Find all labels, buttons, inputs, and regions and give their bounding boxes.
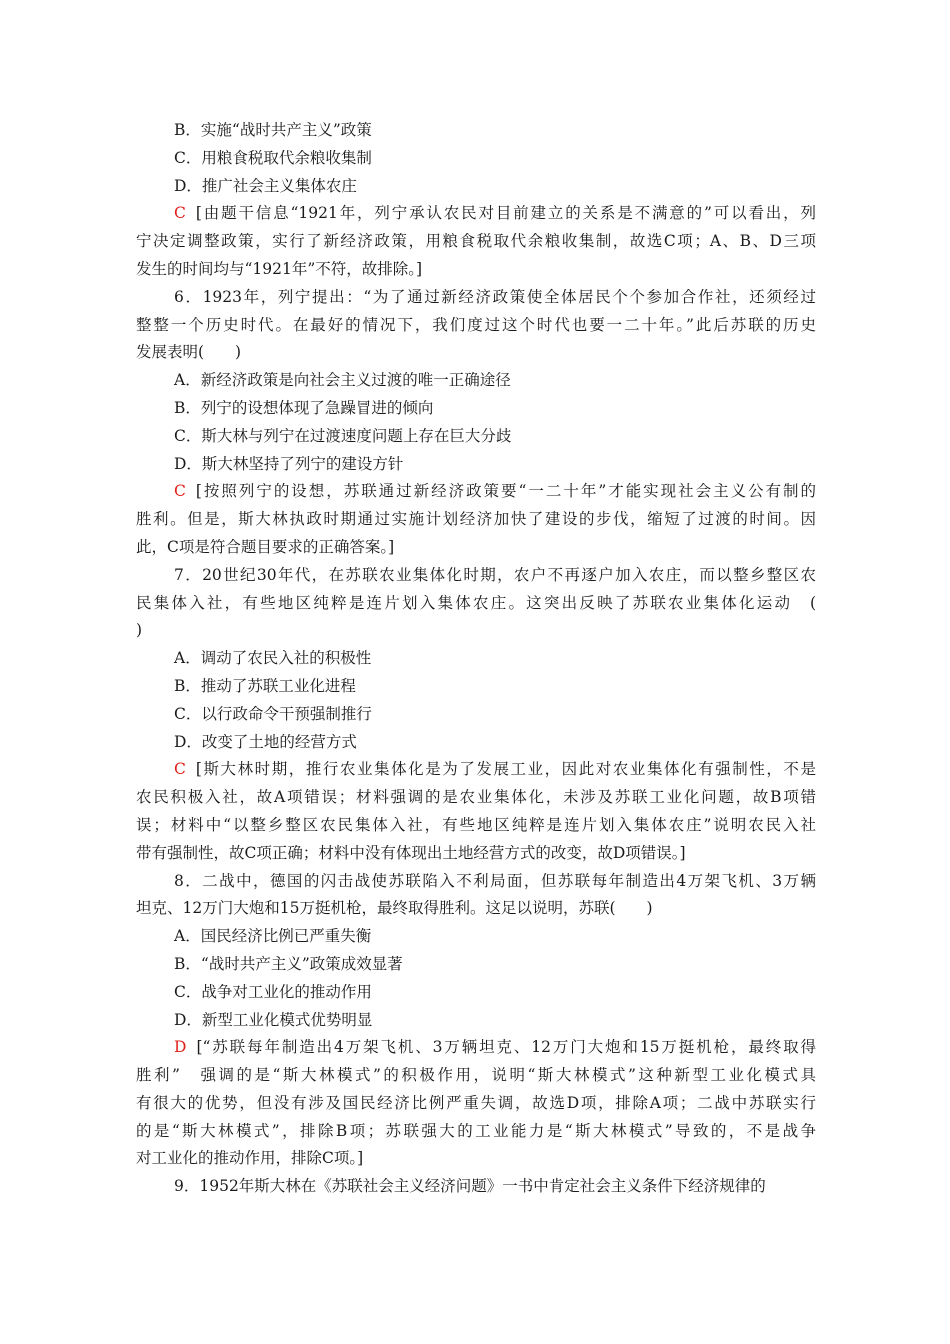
answer-key-letter: C — [174, 204, 186, 223]
answer-option: D．推广社会主义集体农庄 — [174, 176, 357, 195]
text-run: 此，C项是符合题目要求的正确答案。] — [136, 537, 395, 556]
answer-option: D．斯大林坚持了列宁的建设方针 — [174, 454, 404, 473]
explanation-text-line — [136, 812, 816, 840]
explanation-text-line — [136, 534, 816, 562]
explanation-text-line — [136, 200, 816, 228]
text-run: 农民积极入社，故A项错误；材料强调的是农业集体化，未涉及苏联工业化问题，故B项错 — [136, 788, 816, 807]
explanation-text-line — [136, 506, 816, 534]
text-run: [“苏联每年制造出4万架飞机、3万辆坦克、12万门大炮和15万挺机枪，最终取得 — [196, 1038, 816, 1057]
answer-option: D．改变了土地的经营方式 — [174, 732, 357, 751]
explanation-text-line — [136, 784, 816, 812]
answer-option: C．战争对工业化的推动作用 — [174, 982, 372, 1001]
answer-option: B．实施“战时共产主义”政策 — [174, 121, 372, 139]
explanation-text-line — [136, 228, 816, 256]
text-run: ) — [136, 621, 143, 640]
explanation-text-line — [136, 256, 816, 284]
text-run: 的是“斯大林模式”，排除B项；苏联强大的工业能力是“斯大林模式”导致的，不是战争 — [136, 1121, 816, 1140]
text-run: 发生的时间均与“1921年”不符，故排除。] — [136, 259, 423, 278]
text-run: 8．二战中，德国的闪击战使苏联陷入不利局面，但苏联每年制造出4万架飞机、3万辆 — [174, 871, 816, 890]
text-run: [按照列宁的设想，苏联通过新经济政策要“一二十年”才能实现社会主义公有制的 — [195, 482, 816, 501]
question-text-line — [136, 562, 816, 590]
explanation-text-line — [136, 1034, 816, 1062]
explanation-text-line — [136, 1062, 816, 1090]
answer-key-letter: C — [174, 482, 186, 501]
question-text-line — [136, 1173, 816, 1201]
text-run: 有很大的优势，但没有涉及国民经济比例严重失调，故选D项，排除A项；二战中苏联实行 — [136, 1093, 816, 1112]
answer-option: A．国民经济比例已严重失衡 — [174, 927, 372, 946]
question-text-line — [136, 590, 816, 618]
document-body — [136, 117, 816, 1201]
explanation-text-line — [136, 840, 816, 868]
question-text-line — [136, 284, 816, 312]
text-run: 9．1952年斯大林在《苏联社会主义经济问题》一书中肯定社会主义条件下经济规律的 — [174, 1177, 766, 1196]
explanation-text-line — [136, 478, 816, 506]
text-run: 对工业化的推动作用，排除C项。] — [136, 1149, 364, 1168]
answer-key-letter: C — [174, 760, 186, 779]
text-run: [由题干信息“1921年，列宁承认农民对目前建立的关系是不满意的”可以看出，列 — [195, 204, 816, 223]
answer-option: A．调动了农民入社的积极性 — [174, 649, 372, 668]
text-run: 6．1923年，列宁提出：“为了通过新经济政策使全体居民个个参加合作社，还须经过 — [174, 287, 816, 306]
answer-option: B．列宁的设想体现了急躁冒进的倾向 — [174, 398, 434, 417]
answer-option: C．用粮食税取代余粮收集制 — [174, 148, 372, 167]
answer-option: C．以行政命令干预强制推行 — [174, 704, 372, 723]
answer-option: D．新型工业化模式优势明显 — [174, 1010, 373, 1029]
answer-option: C．斯大林与列宁在过渡速度问题上存在巨大分歧 — [174, 426, 512, 445]
text-run: 胜利” 强调的是“斯大林模式”的积极作用，说明“斯大林模式”这种新型工业化模式具 — [136, 1066, 816, 1085]
question-text-line — [136, 617, 816, 645]
answer-option: B．推动了苏联工业化进程 — [174, 676, 356, 695]
question-text-line — [136, 895, 816, 923]
explanation-text-line — [136, 1145, 816, 1173]
answer-key-letter: D — [174, 1038, 187, 1057]
answer-option: A．新经济政策是向社会主义过渡的唯一正确途径 — [174, 371, 511, 390]
question-text-line — [136, 868, 816, 896]
question-text-line — [136, 339, 816, 367]
answer-option: B．“战时共产主义”政策成效显著 — [174, 954, 403, 973]
text-run: 宁决定调整政策，实行了新经济政策，用粮食税取代余粮收集制，故选C项；A、B、D三项 — [136, 232, 816, 251]
text-run: 发展表明( ) — [136, 343, 242, 362]
text-run: 误；材料中“以整乡整区农民集体入社，有些地区纯粹是连片划入集体农庄”说明农民入社 — [136, 815, 816, 834]
text-run: 整整一个历史时代。在最好的情况下，我们度过这个时代也要一二十年。”此后苏联的历史 — [136, 315, 816, 334]
explanation-text-line — [136, 756, 816, 784]
explanation-text-line — [136, 1090, 816, 1118]
text-run: 坦克、12万门大炮和15万挺机枪，最终取得胜利。这足以说明，苏联( ) — [136, 899, 653, 918]
text-run: 带有强制性，故C项正确；材料中没有体现出土地经营方式的改变，故D项错误。] — [136, 843, 686, 862]
text-run: 民集体入社，有些地区纯粹是连片划入集体农庄。这突出反映了苏联农业集体化运动 ( — [136, 593, 816, 612]
question-text-line — [136, 312, 816, 340]
text-run: [斯大林时期，推行农业集体化是为了发展工业，因此对农业集体化有强制性，不是 — [195, 760, 816, 779]
text-run: 胜利。但是，斯大林执政时期通过实施计划经济加快了建设的步伐，缩短了过渡的时间。因 — [136, 510, 816, 529]
explanation-text-line — [136, 1118, 816, 1146]
text-run: 7．20世纪30年代，在苏联农业集体化时期，农户不再逐户加入农庄，而以整乡整区农 — [174, 565, 816, 584]
